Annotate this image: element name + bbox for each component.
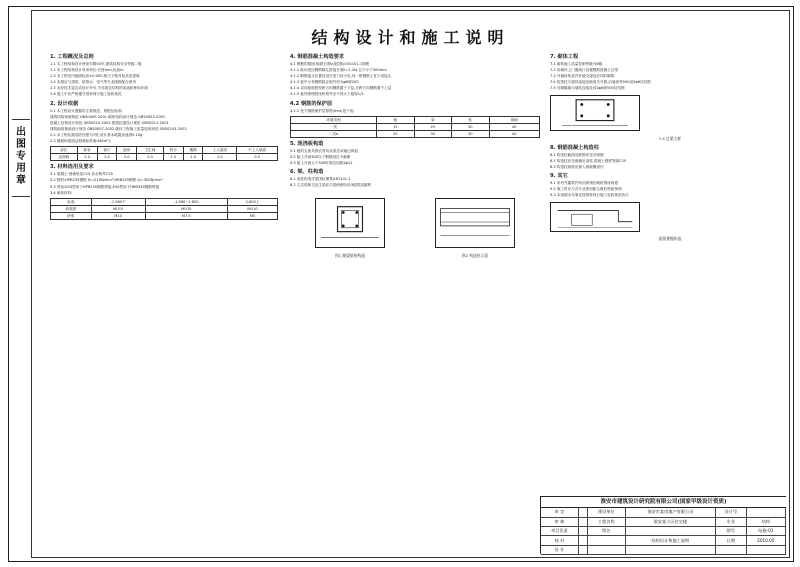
text-line: 9.3 本说明未尽事宜按国家现行施工验收规范执行	[550, 193, 629, 198]
text-line: 建筑地基基础设计规范 GB50007-2002 砌体工程施工质量验收规范 GB50203-2002	[50, 126, 187, 131]
table-cell: 2.5	[163, 154, 183, 161]
table-row	[291, 123, 540, 130]
table-cell	[746, 545, 785, 554]
table-cell: 30	[414, 130, 452, 137]
text-line: 1.2 本工程结构设计所用单位:长度mm,标高m	[50, 68, 124, 73]
text-line: 4.1.1 纵向受拉钢筋绑扎搭接长度ll=1.2la,且不小于300mm	[290, 68, 387, 73]
table-cell: 客厅	[97, 147, 117, 154]
text-line: 8.3 构造柱纵筋应锚入基础圈梁内	[550, 164, 604, 169]
table-cell: 部位	[51, 147, 78, 154]
section-heading: 3. 材料选用及要求	[50, 164, 94, 171]
section-heading: 9. 其它	[550, 172, 568, 179]
masonry-table	[50, 198, 278, 220]
table-cell	[587, 536, 625, 545]
table-row	[541, 527, 786, 536]
table-cell: 2.0	[137, 154, 164, 161]
title-block-table	[541, 508, 786, 555]
table-cell: 20	[377, 130, 415, 137]
section-heading: 4. 钢筋混凝土构造要求	[290, 54, 345, 60]
page-title: 结构设计和施工说明	[311, 28, 510, 47]
table-cell: 砂浆	[51, 212, 92, 219]
table-cell: 0.5	[237, 154, 278, 161]
table-cell: 厨房	[117, 147, 137, 154]
table-cell: M5	[228, 212, 278, 219]
text-line: 9.1 所有外露铁件均应除锈后刷防锈漆两道	[550, 180, 618, 185]
table-row	[291, 130, 540, 137]
table-cell: 专业	[715, 517, 746, 526]
section-body	[290, 176, 540, 188]
text-line: 4.2.1 受力钢筋保护层厚度(mm)见下表:	[290, 108, 355, 113]
table-cell: 40	[489, 130, 539, 137]
figure-caption: 图1 圈梁搭接构造	[334, 252, 366, 258]
text-line: 3.4 砌体材料:	[50, 190, 73, 195]
table-cell	[587, 545, 625, 554]
table-cell: -1.580下	[91, 198, 145, 205]
drawing-sheet	[8, 6, 794, 562]
text-line: 7.2 砖砌体上门窗洞口设置钢筋混凝土过梁	[550, 68, 618, 73]
table-cell: 项目负责	[541, 527, 578, 536]
text-line: 7.4 构造柱与墙体连接处砌成马牙槎,沿墙高每500设2φ6拉结筋	[550, 80, 651, 85]
section-body	[50, 61, 278, 98]
table-cell: 2.0	[183, 154, 203, 161]
text-line: 5.3 板上开洞大于300时洞边加筋2φ12	[290, 161, 353, 166]
table-cell: 2.0	[97, 154, 117, 161]
table-cell: 工程名称	[587, 517, 625, 526]
text-line: 混凝土结构设计规范 GB50010-2002 建筑抗震设计规范 GB50011-2001	[50, 120, 169, 125]
table-row	[51, 198, 278, 205]
section-heading: 7. 砌体工程	[550, 54, 579, 60]
table-cell	[578, 517, 587, 526]
table-cell: 结构	[746, 517, 785, 526]
table-cell	[625, 527, 715, 536]
text-line: 4.1.5 板内预埋管线时管外径不得大于板厚1/3	[290, 92, 364, 97]
table-row	[51, 147, 278, 154]
text-line: 8.1 构造柱截面及配筋详见平面图	[550, 152, 604, 157]
text-line: 4.1 钢筋的锚固:锚固长度la见国标03G101-1图集	[290, 62, 370, 66]
table-cell: 板	[377, 116, 415, 123]
text-line: 9.2 施工时应与各专业密切配合做好预留预埋	[550, 187, 622, 192]
figure-caption: 图2 构造柱示意	[461, 252, 489, 258]
table-cell: 2.800上	[228, 198, 278, 205]
section-body	[550, 180, 790, 198]
table-cell: 2010.05	[746, 536, 785, 545]
table-row	[541, 536, 786, 545]
text-line: 3.2 钢材:HPB235钢筋 fy=210N/mm²;HRB335钢筋 fy=300N/mm²	[50, 178, 163, 183]
table-cell: 淮安某小区住宅楼	[625, 517, 715, 526]
section-body	[550, 152, 790, 170]
text-line: 7.5 后砌隔墙与墙柱连接处设2φ6@500拉结筋	[550, 86, 625, 91]
table-cell: 2.0	[117, 154, 137, 161]
table-cell: 砖强度	[51, 205, 92, 212]
table-cell: 基础	[489, 116, 539, 123]
section-heading: 5. 现浇板构造	[290, 140, 324, 147]
company-name: 淮安市建筑设计研究院有限公司(国家甲级设计资质)	[541, 497, 786, 508]
text-line: 1.1 本工程结构设计使用年限50年,建筑结构安全等级二级	[50, 62, 142, 66]
section-body	[550, 61, 790, 91]
text-line: 4.1.3 板中分布钢筋除注明外均为φ6@200	[290, 80, 359, 85]
figure-caption: 屋面挑檐构造	[658, 236, 682, 242]
table-cell: 审 核	[541, 517, 578, 526]
table-cell: 一类	[291, 123, 377, 130]
section-heading: 1. 工程概况及总则	[50, 54, 94, 60]
table-cell	[578, 527, 587, 536]
table-cell: 标高	[51, 198, 92, 205]
table-cell: -1.580~2.800	[145, 198, 227, 205]
table-cell: MU15	[91, 205, 145, 212]
section-heading: 6. 梁、柱构造	[290, 169, 324, 176]
text-line: 4.1.2 钢筋接头位置宜设在受力较小处,同一根钢筋上宜少设接头	[290, 74, 392, 79]
table-cell: 25	[414, 123, 452, 130]
column-1	[50, 51, 278, 222]
table-cell	[746, 508, 785, 517]
text-line: 7.3 外墙转角及内外墙交接处应同时砌筑	[550, 74, 615, 79]
section-body	[50, 171, 278, 195]
column-2	[290, 51, 540, 261]
table-cell: MU10	[145, 205, 227, 212]
table-cell: 30	[452, 123, 490, 130]
lintel-figure	[550, 95, 640, 131]
table-cell: 30	[452, 130, 490, 137]
column-figure	[435, 198, 515, 248]
section-body	[290, 61, 540, 98]
table-cell	[578, 536, 587, 545]
text-line: 2.2 本工程抗震设防烈度为7度,设计基本地震加速度0.10g	[50, 132, 143, 137]
text-line: 3.1 混凝土:基础垫层C15,其余构件C25	[50, 172, 113, 177]
table-cell: 校 对	[541, 536, 578, 545]
section-body	[290, 108, 540, 114]
table-cell: 审 定	[541, 508, 578, 517]
table-cell: 结施-01	[746, 527, 785, 536]
text-line: 6.2 主次梁相交处主梁在次梁两侧各设3组附加箍筋	[290, 183, 372, 188]
title-block	[540, 496, 786, 554]
text-line: 4.1.4 双向板底筋短跨方向钢筋置于下层,长跨方向钢筋置于上层	[290, 86, 392, 91]
drawing-frame	[31, 10, 790, 558]
text-line: 1.5 未经技术鉴定或设计许可,不得改变结构的用途和使用环境	[50, 86, 148, 91]
table-cell: 结构设计和施工说明	[625, 536, 715, 545]
table-cell: 阳台	[163, 147, 183, 154]
table-cell: 淮安市某房地产有限公司	[625, 508, 715, 517]
table-cell: 15	[377, 123, 415, 130]
table-cell: 40	[489, 123, 539, 130]
table-row	[541, 517, 786, 526]
cover-table	[290, 116, 540, 138]
text-line: 8.2 构造柱应先砌墙后浇柱,混凝土强度等级C25	[550, 158, 627, 163]
table-cell: 环境类别	[291, 116, 377, 123]
table-row	[541, 545, 786, 554]
table-cell: 楼梯	[183, 147, 203, 154]
table-cell: 图号	[715, 527, 746, 536]
table-cell	[625, 545, 715, 554]
section-heading: 2. 设计依据	[50, 100, 79, 107]
text-line: 3.3 焊条:E43型用于HPB235钢筋焊接,E50型用于HRB335钢筋焊接	[50, 184, 160, 189]
text-line: 1.4 本图应与建筑、给排水、电气等专业图纸配合使用	[50, 80, 136, 85]
text-line: 2.1 本工程设计遵循的主要规范、规程及标准:	[50, 108, 123, 113]
figure-caption: 7.4 过梁大样	[658, 135, 682, 141]
table-row	[541, 508, 786, 517]
table-cell: 上人屋面	[203, 147, 237, 154]
text-line: 5.2 板上开洞300以下钢筋绕过不截断	[290, 155, 351, 160]
table-cell: 建设单位	[587, 508, 625, 517]
table-cell: 二类a	[291, 130, 377, 137]
table-cell: M10	[91, 212, 145, 219]
beam-splice-figure	[315, 198, 385, 248]
text-line: 1.3 本工程室内地面标高±0.000,相当于绝对标高见建施	[50, 74, 140, 79]
table-cell	[715, 545, 746, 554]
text-line: 5.1 板的支座负筋长度均从梁边或墙边算起	[290, 148, 358, 153]
table-cell: MU10	[228, 205, 278, 212]
text-line: 7.1 砌体施工质量控制等级为B级	[550, 62, 603, 66]
table-cell: 梁	[414, 116, 452, 123]
table-cell	[578, 508, 587, 517]
table-cell: 卧室	[77, 147, 97, 154]
table-cell	[578, 545, 587, 554]
load-table	[50, 146, 278, 161]
table-cell: 设 计	[541, 545, 578, 554]
table-cell: 不上人屋面	[237, 147, 278, 154]
text-line: 建筑结构荷载规范 GB50009-2001 砌体结构设计规范 GB50003-2001	[50, 114, 166, 119]
table-row	[51, 154, 278, 161]
section-heading: 4.2 钢筋的保护层	[290, 100, 333, 107]
table-cell: 活荷载	[51, 154, 78, 161]
table-cell: 设计号	[715, 508, 746, 517]
text-line: 2.3 楼面和屋面活荷载标准值(kN/m²):	[50, 139, 112, 144]
table-cell: M7.5	[145, 212, 227, 219]
table-row	[291, 116, 540, 123]
table-cell: 2.0	[77, 154, 97, 161]
table-cell: 日期	[715, 536, 746, 545]
table-cell: 图名	[587, 527, 625, 536]
eave-figure	[550, 202, 640, 232]
column-3	[550, 51, 790, 244]
section-body	[50, 108, 278, 145]
table-cell: 卫生间	[137, 147, 164, 154]
table-row	[51, 212, 278, 219]
table-row	[51, 205, 278, 212]
text-line: 6.1 梁柱构造详见国标图集03G101-1	[290, 177, 351, 182]
table-cell: 柱	[452, 116, 490, 123]
table-cell: 2.0	[203, 154, 237, 161]
section-heading: 8. 钢筋混凝土构造柱	[550, 144, 599, 151]
approval-stamp: 出图专用章	[16, 127, 26, 186]
section-body	[290, 148, 540, 166]
text-line: 1.6 施工中应严格遵守国家现行施工验收规范	[50, 92, 122, 97]
